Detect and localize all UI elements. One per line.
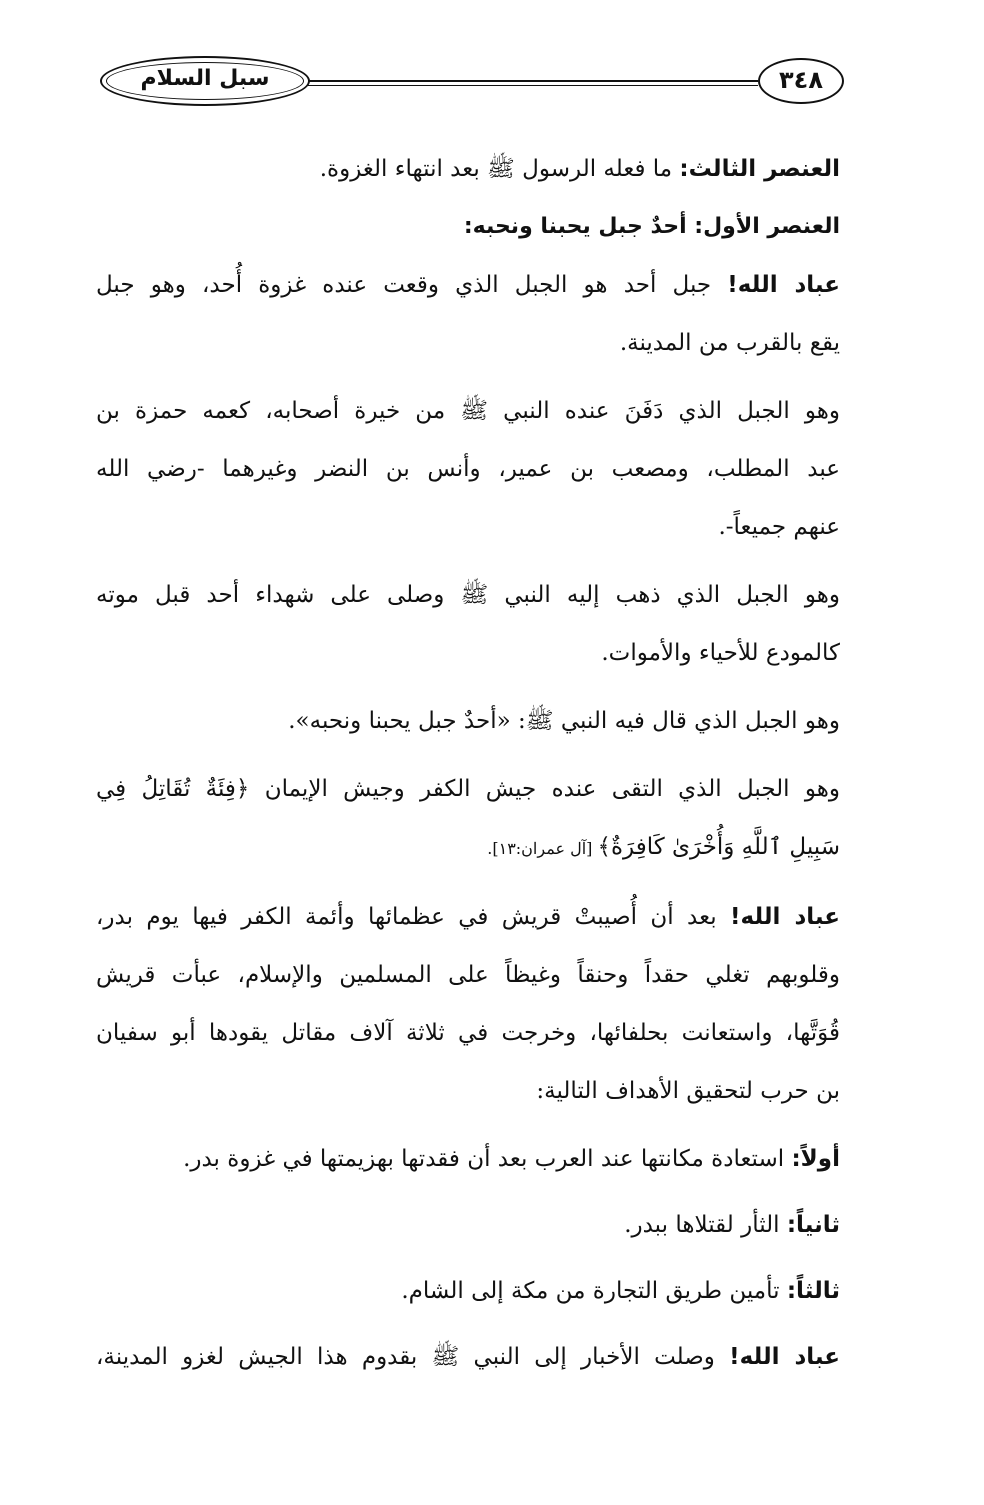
- paragraph-line: وقلوبهم تغلي حقداً وحنقاً وغيظاً على المسلمين والإسلام، عبأت قريش: [96, 962, 840, 988]
- paragraph-line: وهو الجبل الذي دَفَنَ عنده النبي ﷺ من خيرة أصحابه، كعمه حمزة بن: [96, 398, 840, 424]
- list-item-label: ثانياً:: [786, 1212, 840, 1238]
- paragraph-line: عبد المطلب، ومصعب بن عمير، وأنس بن النضر وغيرهما -رضي الله: [96, 456, 840, 482]
- paragraph-line: وهو الجبل الذي ذهب إليه النبي ﷺ وصلى على شهداء أحد قبل موته: [96, 582, 840, 608]
- paragraph-text: وصلت الأخبار إلى النبي ﷺ بقدوم هذا الجيش لغزو المدينة،: [96, 1344, 730, 1370]
- paragraph-6: [96, 888, 840, 1120]
- paragraph-5: [96, 760, 840, 878]
- quran-verse: سَبِيلِ ٱللَّهِ وَأُخْرَىٰ كَافِرَةٌ﴾: [597, 834, 840, 860]
- paragraph-4: [96, 692, 840, 750]
- page-number: ٣٤٨: [779, 66, 823, 94]
- list-item-label: أولاً:: [791, 1146, 840, 1172]
- list-item-third: [96, 1262, 840, 1320]
- paragraph-2: [96, 382, 840, 556]
- verse-reference: [آل عمران:١٣].: [487, 839, 598, 858]
- list-item-text: الثأر لقتلاها ببدر.: [624, 1212, 787, 1238]
- element-three-label: العنصر الثالث:: [679, 156, 840, 182]
- element-three-text: ما فعله الرسول ﷺ بعد انتهاء الغزوة.: [319, 156, 680, 182]
- paragraph-lead: عباد الله!: [729, 1344, 840, 1370]
- element-three-line: [96, 140, 840, 198]
- paragraph-line: [96, 888, 840, 946]
- paragraph-lead: عباد الله!: [730, 904, 840, 930]
- paragraph-line: بن حرب لتحقيق الأهداف التالية:: [536, 1078, 840, 1104]
- list-item-second: [96, 1196, 840, 1254]
- list-item-label: ثالثاً:: [786, 1278, 840, 1304]
- paragraph-line: [96, 256, 840, 314]
- header-rule: [296, 80, 758, 82]
- book-title-frame: [100, 56, 310, 106]
- paragraph-text: بعد أن أُصيبتْ قريش في عظمائها وأئمة الكفر فيها يوم بدر،: [96, 904, 731, 930]
- section-heading: العنصر الأول: أحدٌ جبل يحبنا ونحبه:: [463, 214, 840, 239]
- paragraph-line: عنهم جميعاً-.: [718, 514, 840, 540]
- paragraph-1: [96, 256, 840, 372]
- page-header: [96, 52, 848, 116]
- page-number-frame: [758, 58, 844, 104]
- list-item-text: تأمين طريق التجارة من مكة إلى الشام.: [401, 1278, 787, 1304]
- page-body: [96, 140, 840, 1396]
- paragraph-line: [96, 1328, 840, 1386]
- header-rule-inner: [296, 85, 758, 86]
- list-item-first: [96, 1130, 840, 1188]
- paragraph-line: يقع بالقرب من المدينة.: [619, 330, 840, 356]
- book-title: سبل السلام: [140, 66, 270, 91]
- list-item-text: استعادة مكانتها عند العرب بعد أن فقدتها بهزيمتها في غزوة بدر.: [183, 1146, 792, 1172]
- paragraph-text: جبل أحد هو الجبل الذي وقعت عنده غزوة أُحد، وهو جبل: [96, 272, 728, 298]
- paragraph-7: [96, 1328, 840, 1386]
- paragraph-line: وهو الجبل الذي التقى عنده جيش الكفر وجيش الإيمان ﴿فِئَةٌ تُقَاتِلُ فِي: [96, 776, 840, 802]
- paragraph-line: [96, 818, 840, 878]
- paragraph-line: قُوَتَّها، واستعانت بحلفائها، وخرجت في ثلاثة آلاف مقاتل يقودها أبو سفيان: [96, 1020, 840, 1046]
- paragraph-line: وهو الجبل الذي قال فيه النبي ﷺ: «أحدٌ جبل يحبنا ونحبه».: [288, 708, 840, 734]
- paragraph-3: [96, 566, 840, 682]
- paragraph-lead: عباد الله!: [727, 272, 840, 298]
- paragraph-line: كالمودع للأحياء والأموات.: [601, 640, 840, 666]
